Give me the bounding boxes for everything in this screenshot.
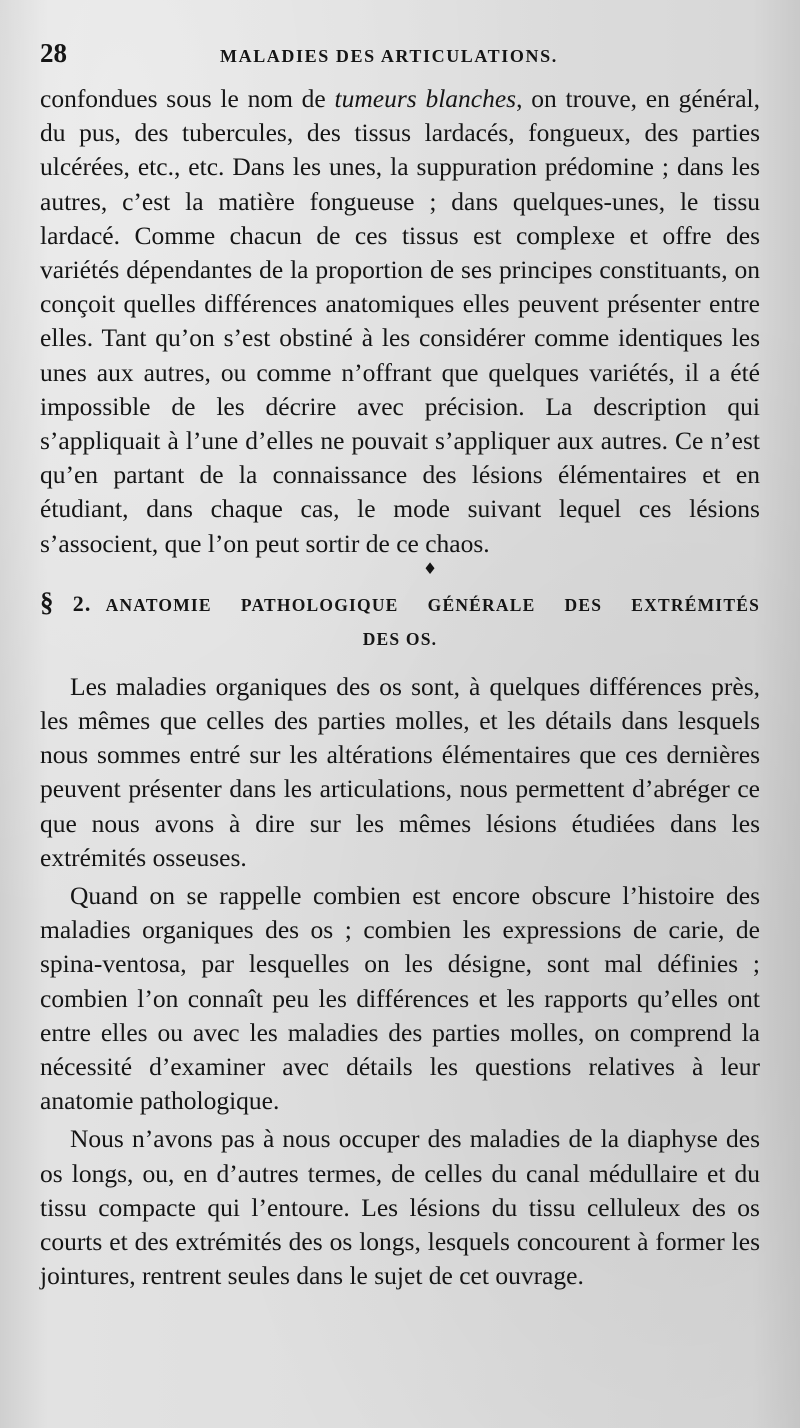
section-title-line-1: ANATOMIE PATHOLOGIQUE GÉNÉRALE DES EXTRÉMITÉS xyxy=(105,594,760,615)
paragraph-2: Les maladies organiques des os sont, à quelques différences près, les mêmes que celles des parties molles, et les détails dans lesquels nous sommes entré sur les altérations élémentaires que ces dernières peuvent présenter dans les articulations, nous permettent d’abréger ce que nous avons à dire sur les mêmes lésions étudiées dans les extrémités osseuses. xyxy=(40,671,760,872)
paragraph-3: Quand on se rappelle combien est encore obscure l’histoire des maladies organiques des os ; combien les expressions de carie, de spina-ventosa, par lesquelles on les désigne, sont mal définies ; combien l’on connaît peu les différences et les rapports qu’elles ont entre elles ou avec les maladies des parties molles, on comprend la nécessité d’examiner avec détails les questions relatives à leur anatomie pathologique. xyxy=(40,881,760,1116)
paragraph-1-rest: , on trouve, en général, du pus, des tubercules, des tissus lardacés, fongueux, des parties ulcérées, etc., etc. Dans les unes, la suppuration prédomine ; dans les autres, c’est la matière fongueuse ; dans quelques-unes, le tissu lardacé. Comme chacun de ces tissus est complexe et offre des variétés dépendantes de la proportion de ses principes constituants, on conçoit quelles différences anatomiques elles peuvent présenter entre elles. Tant qu’on s’est obstiné à les considérer comme identiques les unes aux autres, ou comme n’offrant que quelques variétés, il a été impossible de les décrire avec précision. La description qui s’appliquait à l’une d’elles ne pouvait s’appliquer aux autres. Ce n’est qu’en partant de la connaissance des lésions élémentaires et en étudiant, dans chaque cas, le mode suivant lequel ces lésions s’associent, que l’on peut sortir de ce chaos. xyxy=(40,84,760,558)
paragraph-1-start: confondues sous le nom de xyxy=(40,84,335,113)
italic-term: tumeurs blanches xyxy=(334,84,517,113)
paragraph-continued xyxy=(40,82,760,561)
paragraph-4: Nous n’avons pas à nous occuper des maladies de la diaphyse des os longs, ou, en d’autres termes, de celles du canal médullaire et du tissu compacte qui l’entoure. Les lésions du tissu celluleux des os courts et des extrémités des os longs, lesquels concourent à former les jointures, rentrent seules dans le sujet de cet ouvrage. xyxy=(40,1124,760,1291)
section-number: 2. xyxy=(72,590,92,616)
running-title: MALADIES DES ARTICULATIONS. xyxy=(220,46,558,66)
section-heading-line-1 xyxy=(40,585,760,622)
running-head xyxy=(40,38,760,78)
section-mark: § xyxy=(40,586,55,617)
ornament-diamond: ♦ xyxy=(422,558,438,578)
section-heading xyxy=(40,585,760,656)
page-number: 28 xyxy=(40,38,67,68)
section-title-line-2: DES OS. xyxy=(362,628,438,649)
